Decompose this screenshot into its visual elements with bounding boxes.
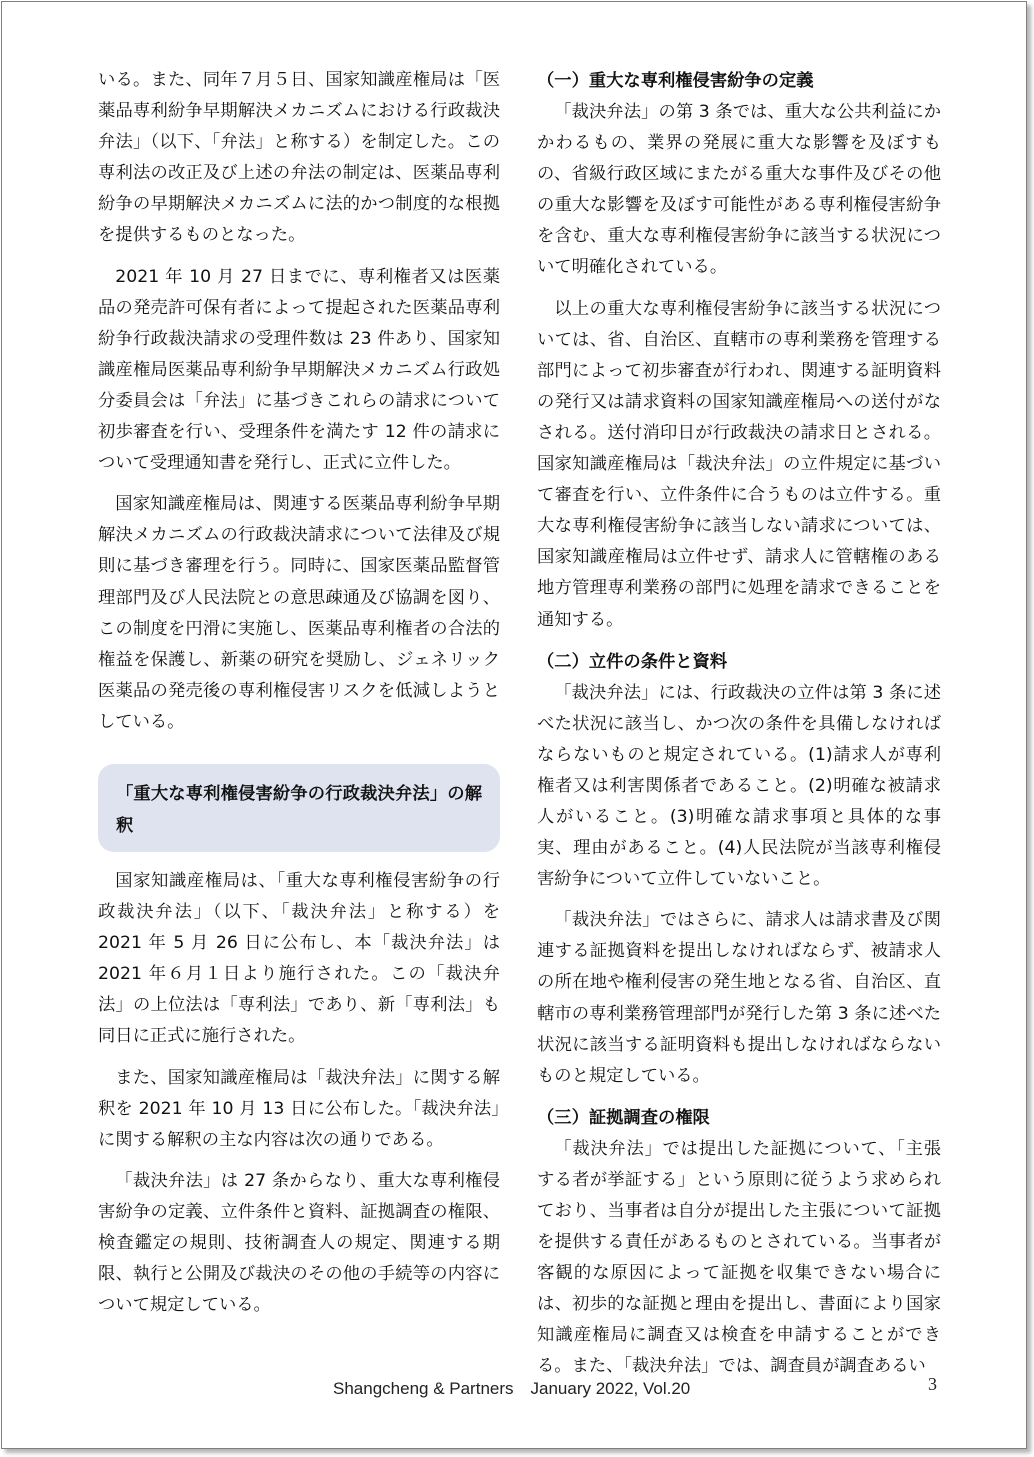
right-column [537,65,941,1393]
right-paragraph-3: 「裁決弁法」には、行政裁決の立件は第 3 条に述べた状況に該当し、かつ次の条件を具備しなければならないものと規定されている。(1)請求人が専利権者又は利害関係者であること。(2)明確な被請求人がいること。(3)明確な請求事項と具体的な事実、理由があること。(4)人民法院が当該専利権侵害紛争について立件していないこと。 [537,682,941,890]
right-paragraph-4: 「裁決弁法」ではさらに、請求人は請求書及び関連する証拠資料を提出しなければならず、被請求人の所在地や権利侵害の発生地となる省、自治区、直轄市の専利業務管理部門が発行した第 3 条に述べた状況に該当する証明資料も提出しなければならないものと規定している。 [537,910,941,1086]
section-title-box: 「重大な専利権侵害紛争の行政裁決弁法」の解釈 [98,764,500,852]
subheading-definition: （一）重大な専利権侵害紛争の定義 [537,71,814,91]
subheading-evidence-authority: （三）証拠調査の権限 [537,1107,710,1128]
left-paragraph-3: 国家知識産権局は、関連する医薬品専利紛争早期解決メカニズムの行政裁決請求について法律及び規則に基づき審理を行う。同時に、国家医薬品監督管理部門及び人民法院との意思疎通及び協調を図り、この制度を円滑に実施し、医薬品専利権者の合法的権益を保護し、新薬の研究を奨励し、ジェネリック医薬品の発売後の専利権侵害リスクを低減しようとしている。 [98,494,500,732]
publication-line: Shangcheng & Partners January 2022, Vol.20 [333,1379,691,1398]
right-paragraph-2: 以上の重大な専利権侵害紛争に該当する状況については、省、自治区、直轄市の専利業務を管理する部門によって初歩審査が行われ、関連する証明資料の発行又は請求資料の国家知識産権局への送付がなされる。送付消印日が行政裁決の請求日とされる。国家知識産権局は「裁決弁法」の立件規定に基づいて審査を行い、立件条件に合うものは立件する。重大な専利権侵害紛争に該当しない請求については、国家知識産権局は立件せず、請求人に管轄権のある地方管理専利業務の部門に処理を請求できることを通知する。 [537,298,941,630]
subheading-filing-conditions: （二）立件の条件と資料 [537,651,728,672]
left-paragraph-6: 「裁決弁法」は 27 条からなり、重大な専利権侵害紛争の定義、立件条件と資料、証拠調査の権限、検査鑑定の規則、技術調査人の規定、関連する期限、執行と公開及び裁決のその他の手続等の内容について規定している。 [98,1170,500,1316]
left-paragraph-1: いる。また、同年７月５日、国家知識産権局は「医薬品専利紛争早期解決メカニズムにおける行政裁決弁法」（以下、「弁法」と称する）を制定した。この専利法の改正及び上述の弁法の制定は、医薬品専利紛争の早期解決メカニズムに法的かつ制度的な根拠を提供するものとなった。 [98,70,500,246]
right-paragraph-1: 「裁決弁法」の第 3 条では、重大な公共利益にかかわるもの、業界の発展に重大な影響を及ぼすもの、省級行政区域にまたがる重大な事件及びその他の重大な影響を及ぼす可能性がある専利権侵害紛争を含む、重大な専利権侵害紛争に該当する状況について明確化されている。 [537,102,941,278]
left-paragraph-4: 国家知識産権局は、「重大な専利権侵害紛争の行政裁決弁法」（以下、「裁決弁法」と称する）を 2021 年 5 月 26 日に公布し、本「裁決弁法」は 2021 年６月１日より施行された。この「裁決弁法」の上位法は「専利法」であり、新「専利法」も同日に正式に施行された。 [98,870,500,1047]
left-paragraph-2: 2021 年 10 月 27 日までに、専利権者又は医薬品の発売許可保有者によって提起された医薬品専利紛争行政裁決請求の受理件数は 23 件あり、国家知識産権局医薬品専利紛争早期解決メカニズム行政処分委員会は「弁法」に基づきこれらの請求について初歩審査を行い、受理条件を満たす 12 件の請求について受理通知書を発行し、正式に立件した。 [98,266,500,474]
left-column [98,65,500,1331]
left-paragraph-5: また、国家知識産権局は「裁決弁法」に関する解釈を 2021 年 10 月 13 日に公布した。「裁決弁法」に関する解釈の主な内容は次の通りである。 [98,1067,500,1150]
right-paragraph-5: 「裁決弁法」では提出した証拠について、「主張する者が挙証する」という原則に従うよう求められており、当事者は自分が提出した主張について証拠を提供する責任があるものとされている。当事者が客観的な原因によって証拠を収集できない場合には、初歩的な証拠と理由を提出し、書面により国家知識産権局に調査又は検査を申請することができる。また、「裁決弁法」では、調査員が調査あるい [537,1138,941,1377]
page-number: 3 [928,1374,937,1394]
